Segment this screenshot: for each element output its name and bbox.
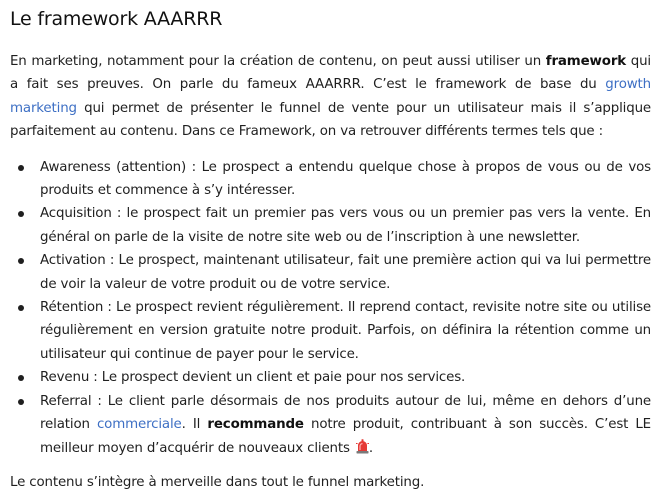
intro-paragraph [10, 50, 651, 144]
list-item-acquisition: Acquisition : le prospect fait un premier pas vers vous ou un premier pas vers la vente. En général on parle de la visite de notre site web ou de l’inscription à une newsletter. [40, 202, 651, 249]
commerciale-link[interactable]: commerciale [96, 417, 182, 433]
intro-bold-framework: framework [545, 54, 627, 69]
referral-text-4: . [368, 440, 374, 456]
growth-marketing-link[interactable]: growth marketing [10, 77, 651, 116]
referral-text-3: notre produit, contribuant à son succès. C’est LE meilleur moyen d’acquérir de nouveaux clients [40, 417, 651, 456]
aaarrr-list [10, 156, 651, 460]
list-item-awareness: Awareness (attention) : Le prospect a entendu quelque chose à propos de vous ou de vos produits et commence à s’y intéresser. [40, 156, 651, 203]
list-item-referral [40, 390, 651, 460]
referral-text-2: . Il [181, 417, 208, 433]
intro-text-3: qui permet de présenter le funnel de vente pour un utilisateur mais il s’applique parfaitement au contenu. Dans ce Framework, on va retrouver différents termes tels que : [10, 100, 651, 140]
section-heading: Le framework AAARRR [10, 8, 223, 30]
intro-text-2: qui a fait ses preuves. On parle du fameux AAARRR. C’est le framework de base du [10, 54, 651, 93]
outro-paragraph: Le contenu s’intègre à merveille dans tout le funnel marketing. [10, 474, 425, 490]
referral-text-1: Referral : Le client parle désormais de nos produits autour de lui, même en dehors d’une relation [40, 393, 651, 433]
referral-bold-recommande: recommande [207, 417, 304, 433]
police-car-light-icon [356, 439, 369, 454]
list-item-activation: Activation : Le prospect, maintenant utilisateur, fait une première action qui va lui permettre de voir la valeur de votre produit ou de votre service. [40, 249, 651, 296]
intro-text-1: En marketing, notamment pour la création de contenu, on peut aussi utiliser un [10, 54, 546, 69]
list-item-revenu: Revenu : Le prospect devient un client et paie pour nos services. [40, 366, 651, 389]
list-item-retention: Rétention : Le prospect revient régulièrement. Il reprend contact, revisite notre site ou utilise régulièrement en version gratuite notre produit. Parfois, on définira la rétention comme un utilisateur qui continue de payer pour le service. [40, 296, 651, 366]
